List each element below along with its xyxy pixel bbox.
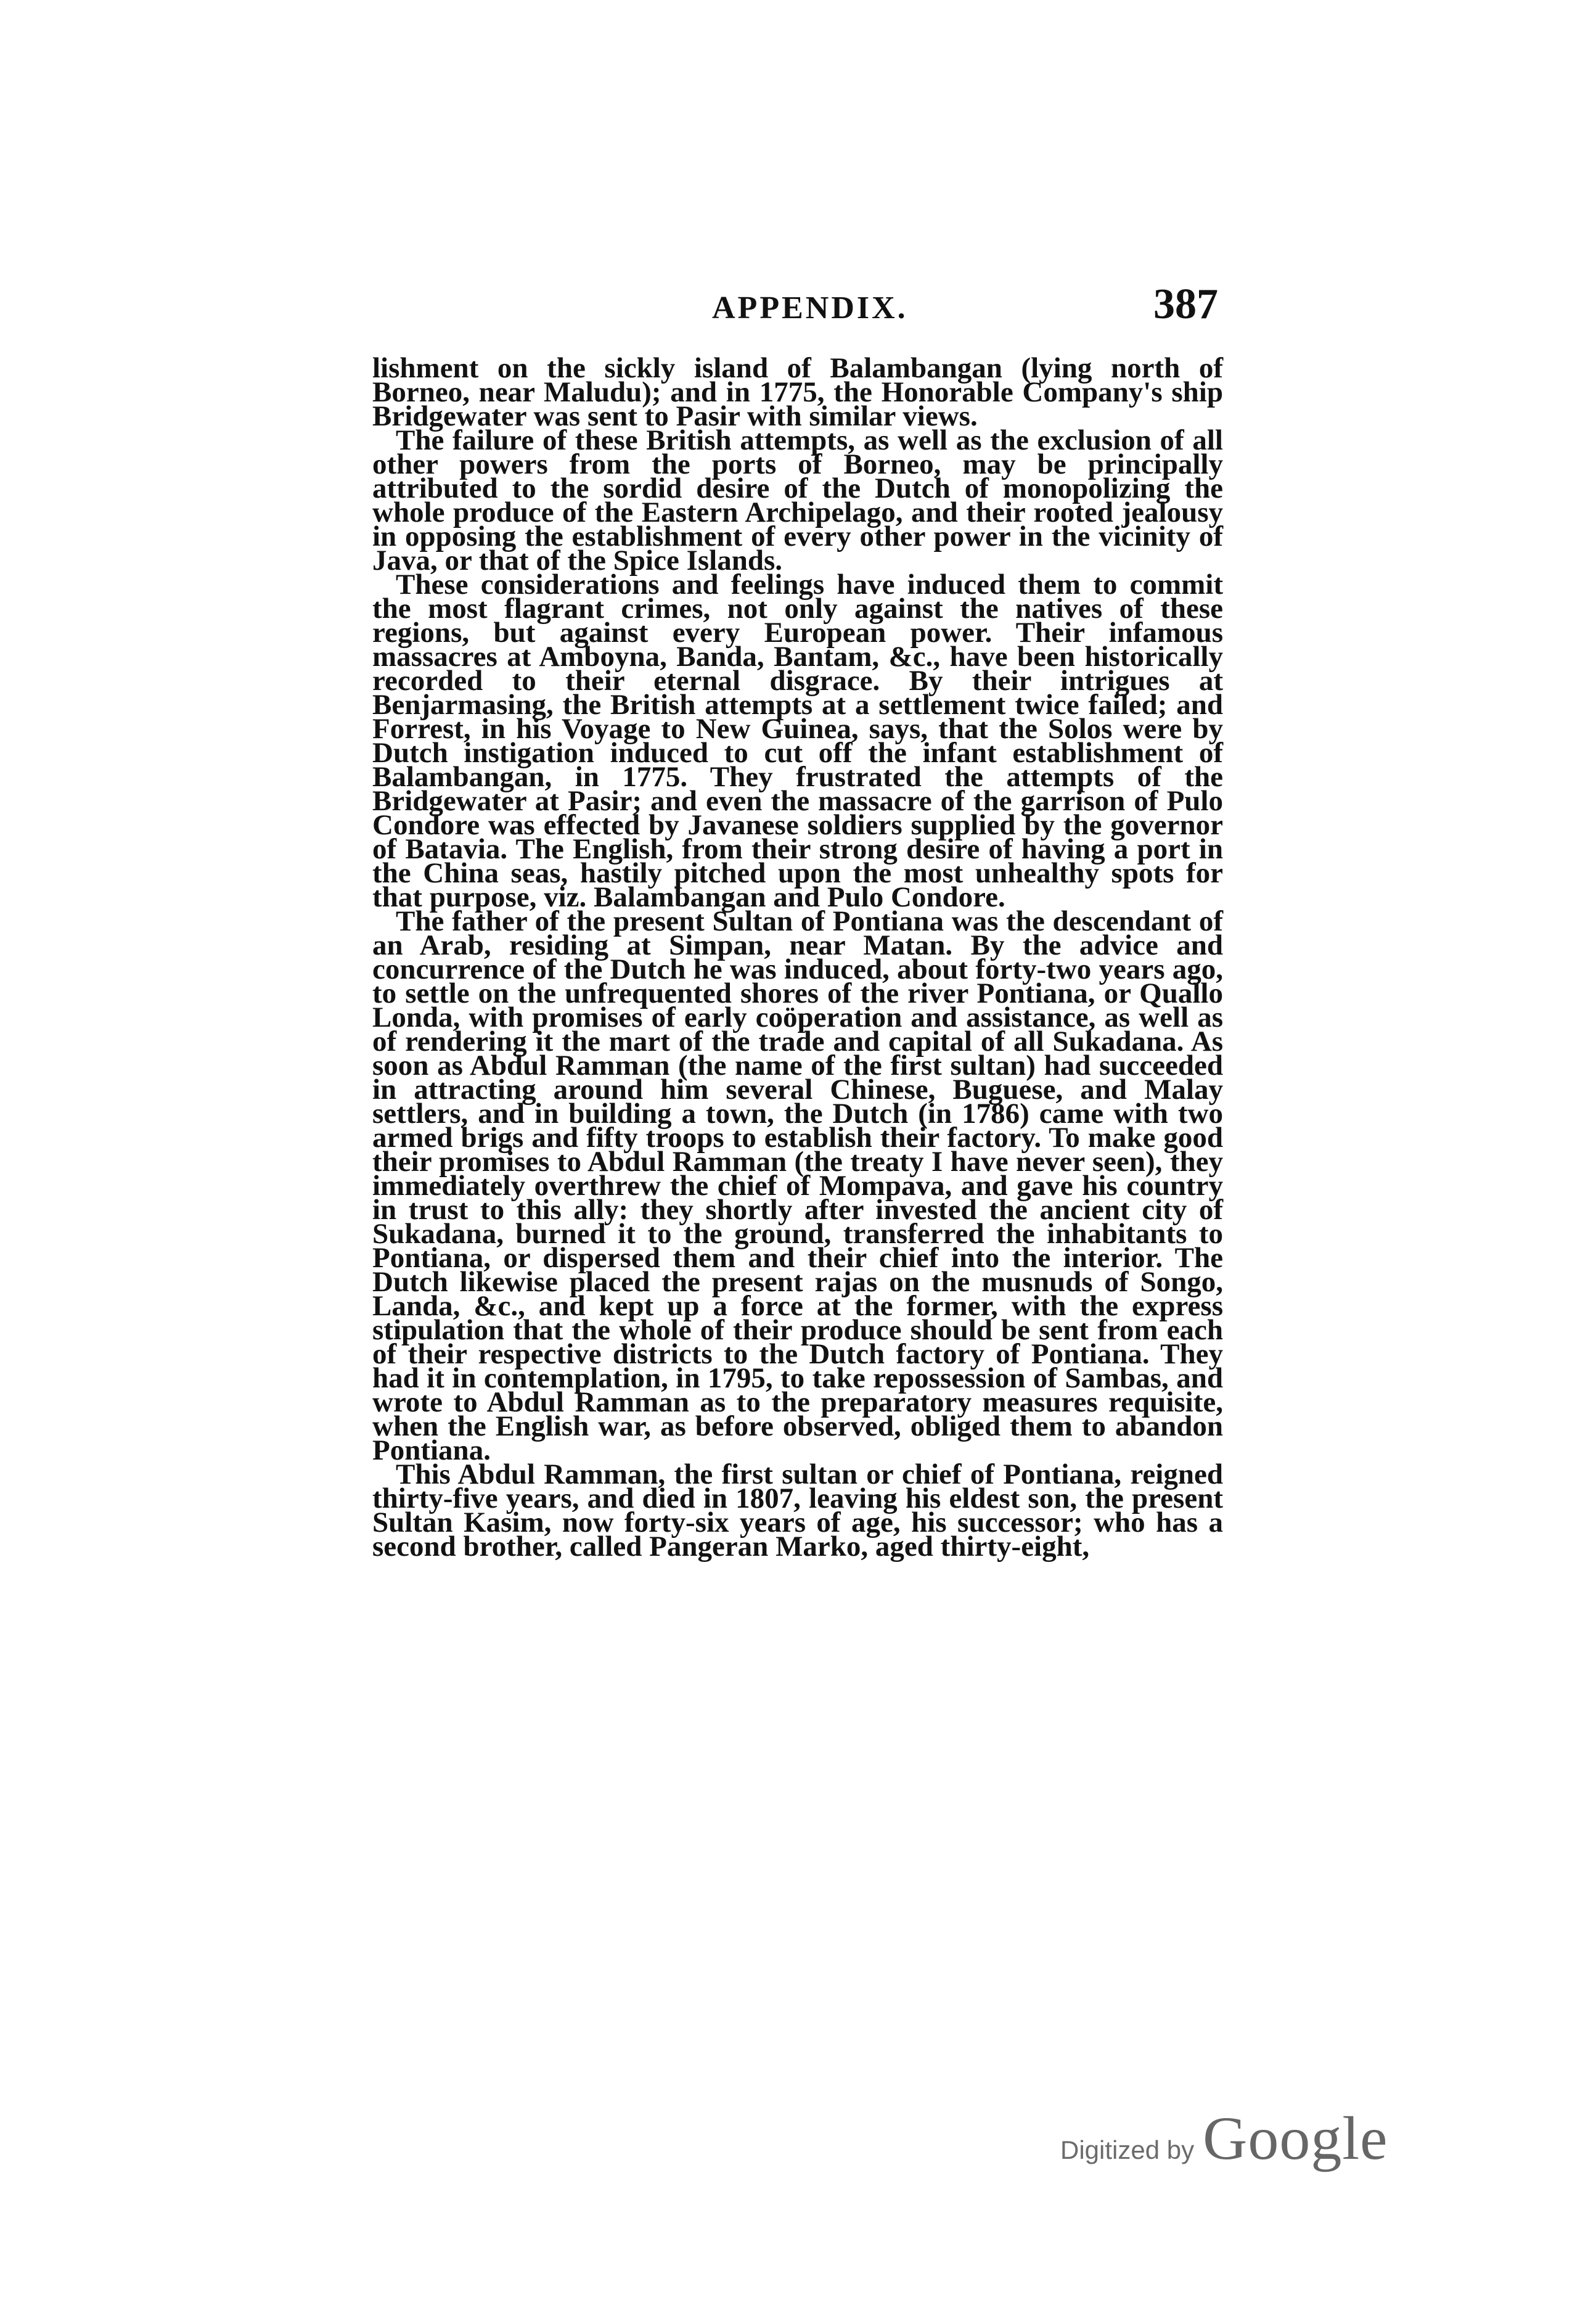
- paragraph: This Abdul Ramman, the first sultan or chief of Pontiana, reigned thirty-five years, and died in 1807, leaving his eldest son, the present Sultan Kasim, now forty-six years of age, his successor; who has a second brother, called Pangeran Marko, aged thirty-eight,: [372, 1458, 1223, 1563]
- digitized-by-label: Digitized by: [1060, 2135, 1195, 2164]
- paragraph: The father of the present Sultan of Pontiana was the descendant of an Arab, residing at Simpan, near Matan. By the advice and concurrence of the Dutch he was induced, about forty-two years ago, to settle on the unfrequented shores of the river Pontiana, or Quallo Londa, with promises of early coöperation and assistance, as well as of rendering it the mart of the trade and capital of all Sukadana. As soon as Abdul Ramman (the name of the first sultan) had succeeded in attracting around him several Chinese, Buguese, and Malay settlers, and in building a town, the Dutch (in 1786) came with two armed brigs and fifty troops to establish their factory. To make good their promises to Abdul Ramman (the treaty I have never seen), they immediately overthrew the chief of Mompava, and gave his country in trust to this ally: they shortly after invested the ancient city of Sukadana, burned it to the ground, transferred the inhabitants to Pontiana, or dispersed them and their chief into the interior. The Dutch likewise placed the present rajas on the musnuds of Songo, Landa, &c., and kept up a force at the former, with the express stipulation that the whole of their produce should be sent from each of their respective districts to the Dutch factory of Pontiana. They had it in contemplation, in 1795, to take repossession of Sambas, and wrote to Abdul Ramman as to the preparatory measures requisite, when the English war, as before observed, obliged them to abandon Pontiana.: [372, 905, 1223, 1466]
- paragraph-continued: lishment on the sickly island of Balambangan (lying north of Borneo, near Maludu); and in 1775, the Honorable Company's ship Bridgewater was sent to Pasir with similar views.: [372, 352, 1223, 432]
- paragraph: These considerations and feelings have induced them to commit the most flagrant crimes, not only against the natives of these regions, but against every European power. Their infamous massacres at Amboyna, Banda, Bantam, &c., have been historically recorded to their eternal disgrace. By their intrigues at Benjarmasing, the British attempts at a settlement twice failed; and Forrest, in his Voyage to New Guinea, says, that the Solos were by Dutch instigation induced to cut off the infant establishment of Balambangan, in 1775. They frustrated the attempts of the Bridgewater at Pasir; and even the massacre of the garrison of Pulo Condore was effected by Javanese soldiers supplied by the governor of Batavia. The English, from their strong desire of having a port in the China seas, hastily pitched upon the most unhealthy spots for that purpose, viz. Balambangan and Pulo Condore.: [372, 569, 1223, 913]
- page-number: 387: [1153, 281, 1218, 328]
- digitized-by-watermark: [1060, 2103, 1388, 2177]
- body-text: [372, 352, 1223, 1563]
- running-head: [370, 276, 1227, 332]
- google-logo: Google: [1203, 2104, 1388, 2172]
- paragraph: The failure of these British attempts, as well as the exclusion of all other powers from the ports of Borneo, may be principally attributed to the sordid desire of the Dutch of monopolizing the whole produce of the Eastern Archipelago, and their rooted jealousy in opposing the establishment of every other power in the vicinity of Java, or that of the Spice Islands.: [372, 424, 1223, 577]
- running-title: APPENDIX.: [712, 290, 908, 326]
